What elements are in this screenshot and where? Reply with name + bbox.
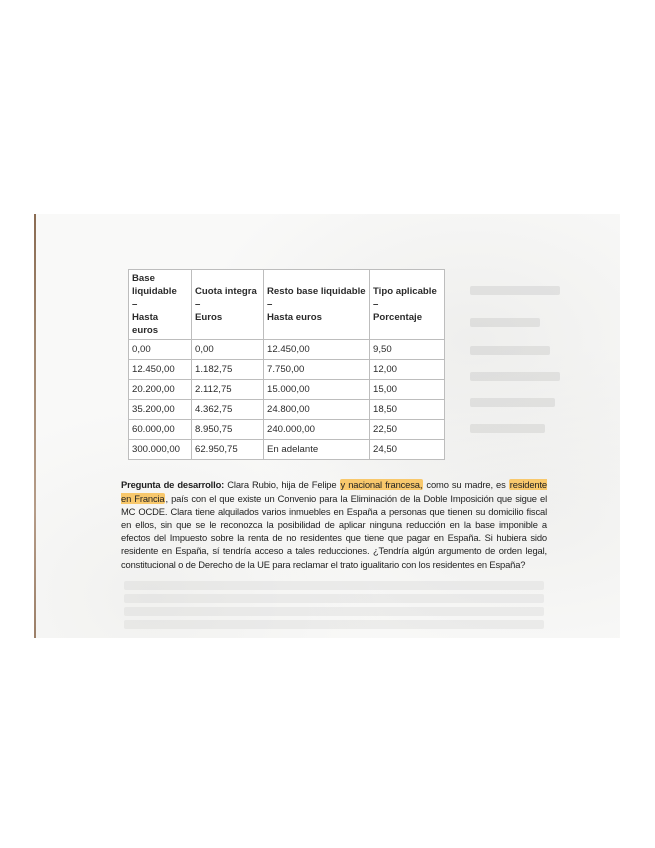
bleed-through-text [470, 286, 560, 295]
table-row [129, 360, 445, 380]
bleed-through-text [124, 620, 544, 629]
cell-cuota: 4.362,75 [192, 400, 264, 420]
page-edge-shadow [34, 214, 36, 638]
question-text: Clara Rubio, hija de Felipe [224, 479, 340, 491]
header-text: Cuota integra [195, 286, 257, 297]
cell-resto: En adelante [264, 440, 370, 460]
cell-base: 20.200,00 [129, 380, 192, 400]
cell-base: 0,00 [129, 340, 192, 360]
cell-tipo: 22,50 [370, 420, 445, 440]
cell-tipo: 24,50 [370, 440, 445, 460]
header-tipo-aplicable [370, 270, 445, 340]
table-row [129, 340, 445, 360]
cell-tipo: 18,50 [370, 400, 445, 420]
question-paragraph [121, 478, 547, 570]
cell-resto: 24.800,00 [264, 400, 370, 420]
header-resto-base [264, 270, 370, 340]
table-header-row [129, 270, 445, 340]
cell-base: 12.450,00 [129, 360, 192, 380]
bleed-through-text [470, 346, 550, 355]
bleed-through-text [124, 594, 544, 603]
header-text: – [195, 299, 201, 310]
bleed-through-text [124, 581, 544, 590]
tax-bracket-table [128, 269, 445, 460]
cell-cuota: 1.182,75 [192, 360, 264, 380]
table-row [129, 440, 445, 460]
header-text: Hasta [132, 312, 159, 323]
question-label: Pregunta de desarrollo: [121, 479, 225, 491]
cell-tipo: 9,50 [370, 340, 445, 360]
header-text: Tipo aplicable [373, 286, 437, 297]
header-text: Porcentaje [373, 312, 423, 323]
cell-resto: 7.750,00 [264, 360, 370, 380]
header-text: – [373, 299, 379, 310]
header-text: – [267, 299, 273, 310]
header-text: Resto base liquidable [267, 286, 366, 297]
question-text: , país con el que existe un Convenio para la Eliminación de la Doble Imposición que sigue el MC OCDE. Clara tiene alquilados varios inmuebles en España a personas que tienen su domicilio fiscal en ellos, sin que se le reconozca la posibilidad de aplicar ninguna reducción en la base imponible a efectos del Impuesto sobre la renta de no residentes que tiene que pagar en España. Si hubiera sido residente en España, sí tendría acceso a tales reducciones. ¿Tendría algún argumento de orden legal, constitucional o de Derecho de la UE para reclamar el trato igualitario con los residentes en España? [121, 492, 547, 570]
header-text: Euros [195, 312, 223, 323]
highlighted-text: residente en Francia [121, 479, 547, 504]
header-text: – [132, 299, 138, 310]
table-row [129, 420, 445, 440]
cell-cuota: 8.950,75 [192, 420, 264, 440]
header-text: euros [132, 325, 159, 336]
table-row [129, 380, 445, 400]
cell-tipo: 12,00 [370, 360, 445, 380]
cell-resto: 15.000,00 [264, 380, 370, 400]
bleed-through-text [470, 398, 555, 407]
header-cuota-integra [192, 270, 264, 340]
header-base-liquidable [129, 270, 192, 340]
bleed-through-text [470, 318, 540, 327]
cell-base: 60.000,00 [129, 420, 192, 440]
cell-base: 300.000,00 [129, 440, 192, 460]
header-text: liquidable [132, 286, 177, 297]
table-row [129, 400, 445, 420]
bleed-through-text [124, 607, 544, 616]
cell-cuota: 0,00 [192, 340, 264, 360]
cell-resto: 240.000,00 [264, 420, 370, 440]
bleed-through-text [470, 424, 545, 433]
cell-tipo: 15,00 [370, 380, 445, 400]
header-text: Base [132, 273, 155, 284]
cell-base: 35.200,00 [129, 400, 192, 420]
bleed-through-text [470, 372, 560, 381]
cell-resto: 12.450,00 [264, 340, 370, 360]
header-text: Hasta euros [267, 312, 322, 323]
cell-cuota: 62.950,75 [192, 440, 264, 460]
cell-cuota: 2.112,75 [192, 380, 264, 400]
highlighted-text: y nacional francesa, [340, 479, 423, 491]
question-text: como su madre, es [423, 479, 509, 491]
